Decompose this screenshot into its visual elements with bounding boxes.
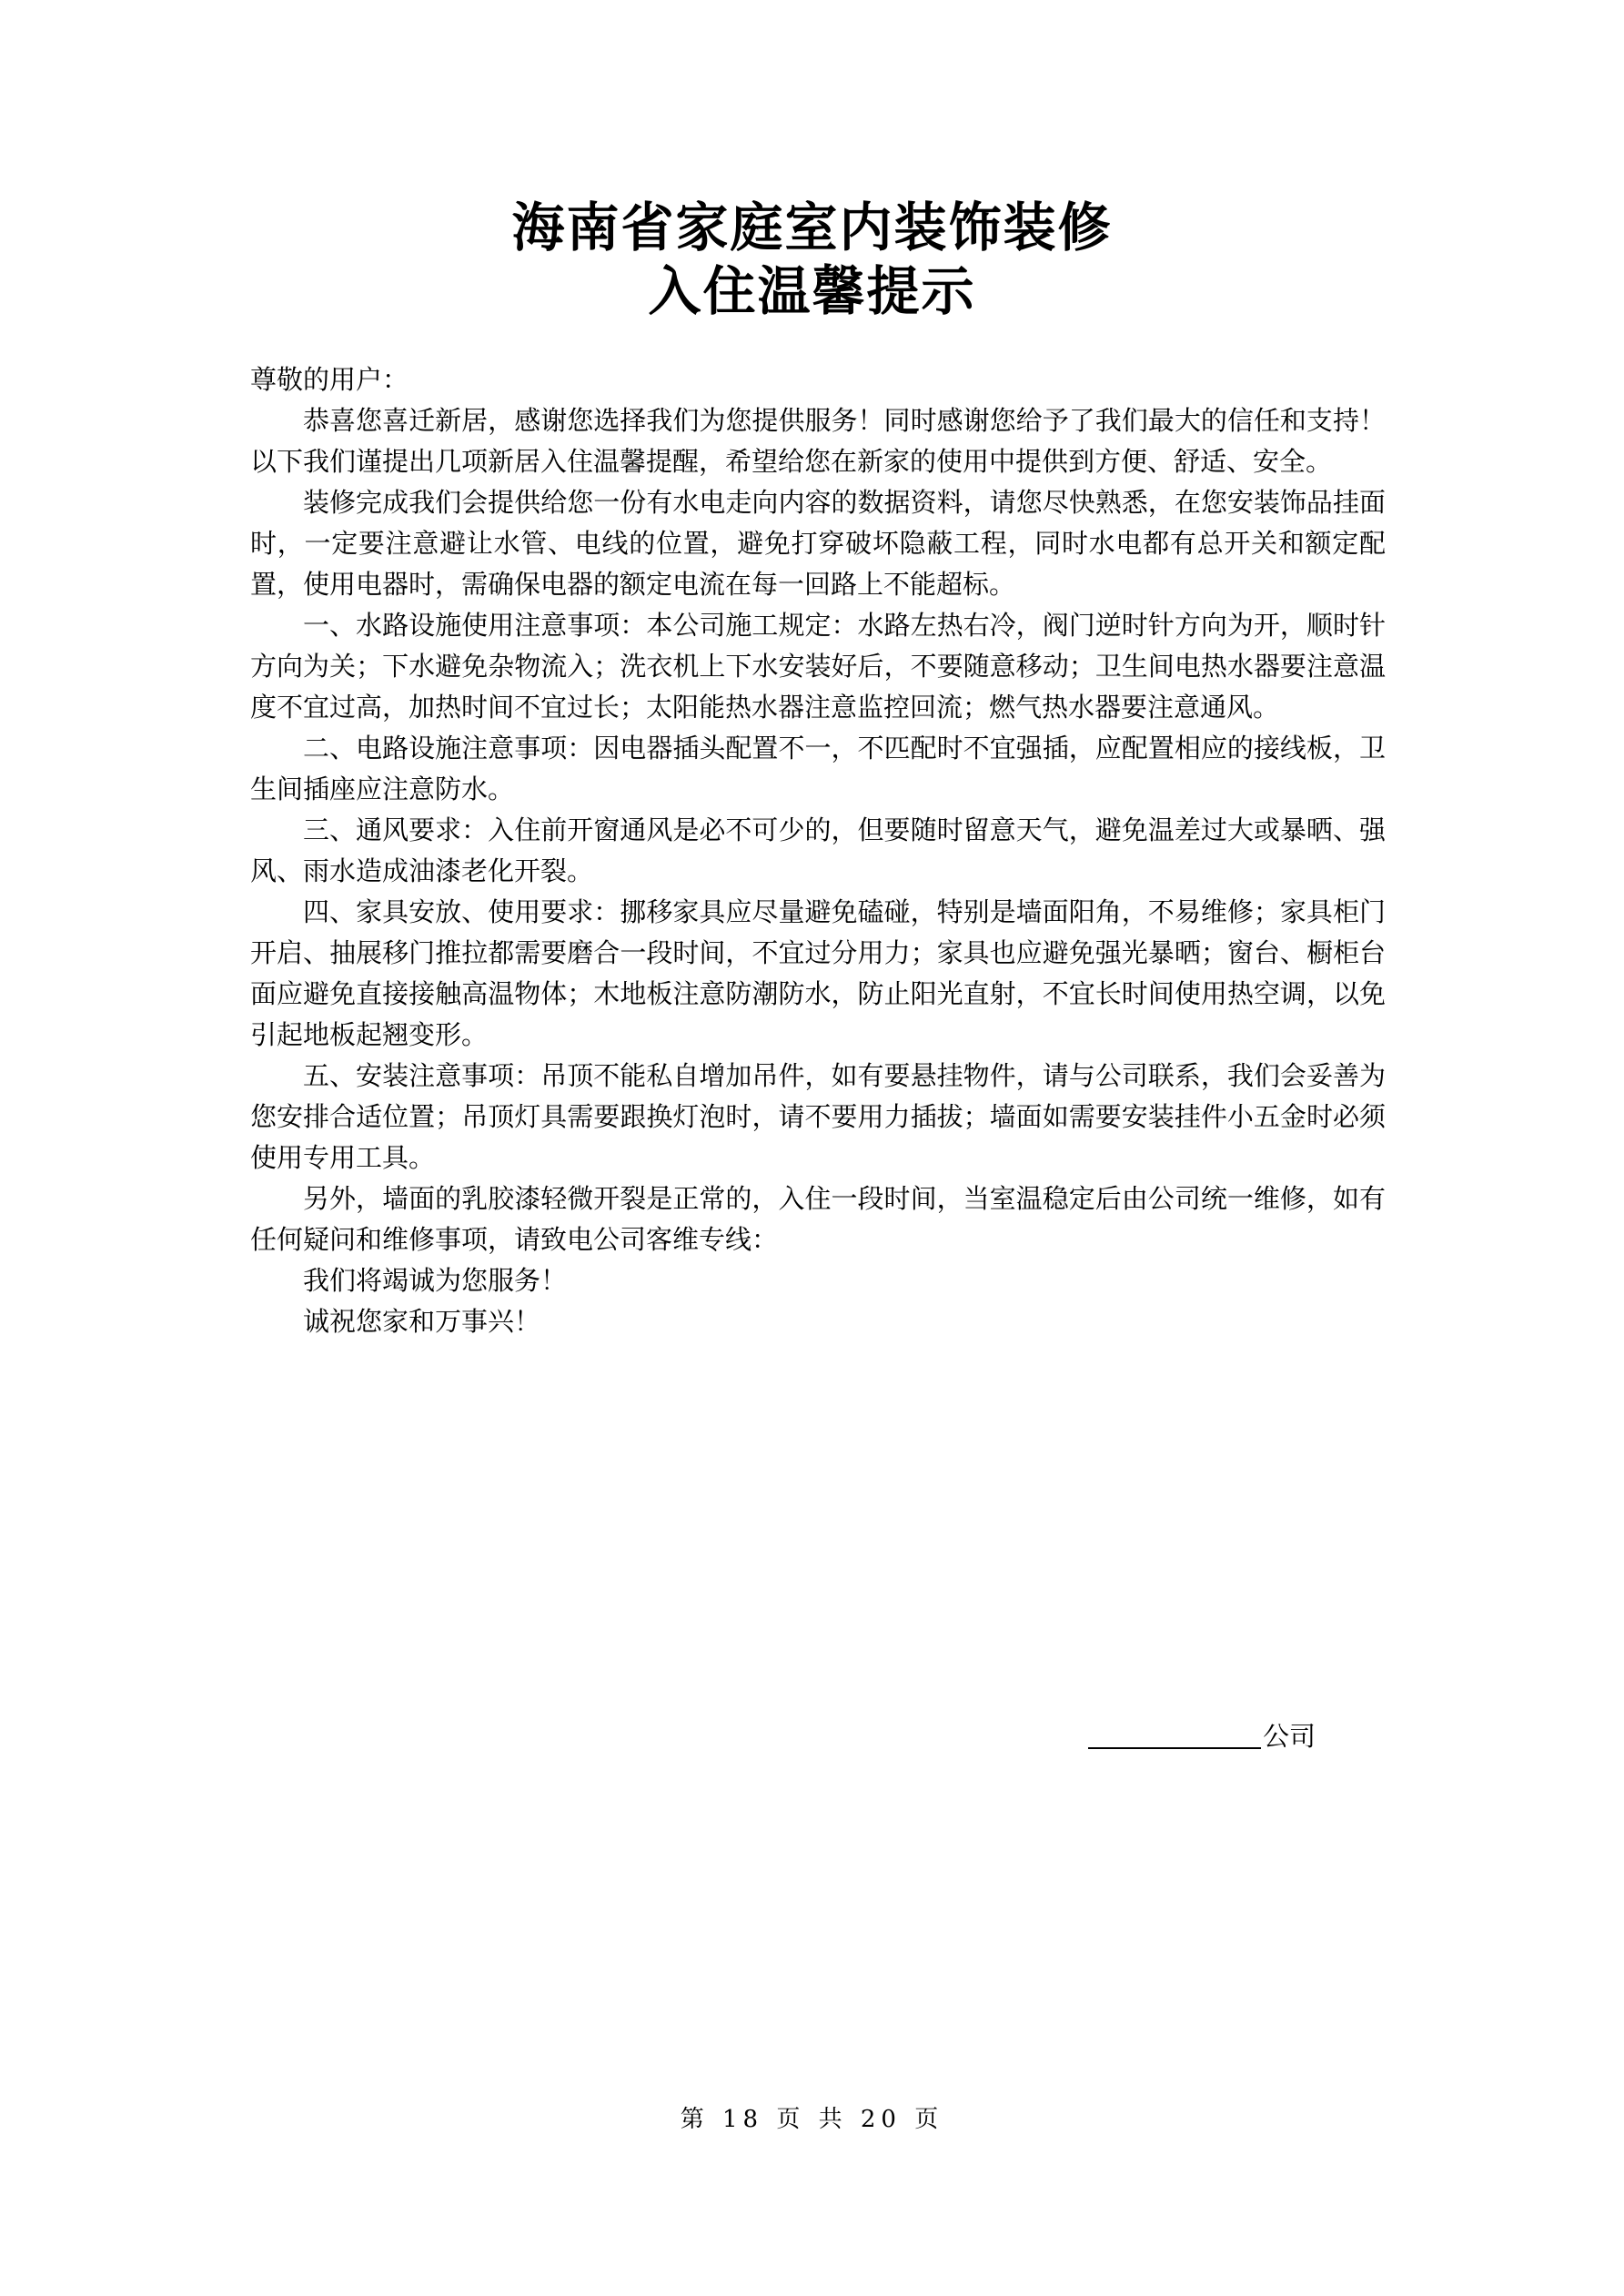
paragraph-installation: 五、安装注意事项：吊顶不能私自增加吊件，如有要悬挂物件，请与公司联系，我们会妥善为您安排合适位置；吊顶灯具需要跟换灯泡时，请不要用力插拔；墙面如需要安装挂件小五金时必须使用专用工具。 [250, 1060, 1386, 1173]
paragraph-ventilation: 三、通风要求：入住前开窗通风是必不可少的，但要随时留意天气，避免温差过大或暴晒、强风、雨水造成油漆老化开裂。 [250, 814, 1386, 886]
paragraph-service: 我们将竭诚为您服务！ [303, 1265, 568, 1296]
paragraph-congratulations: 恭喜您喜迁新居，感谢您选择我们为您提供服务！同时感谢您给予了我们最大的信任和支持！以下我们谨提出几项新居入住温馨提醒，希望给您在新家的使用中提供到方便、舒适、安全。 [250, 405, 1386, 477]
paragraph-wishes: 诚祝您家和万事兴！ [303, 1306, 541, 1337]
document-title-line-2: 入住温馨提示 [648, 260, 976, 322]
paragraph-maintenance: 另外，墙面的乳胶漆轻微开裂是正常的，入住一段时间，当室温稳定后由公司统一维修，如有任何疑问和维修事项，请致电公司客维专线： [250, 1183, 1386, 1255]
page-number-footer: 第 18 页 共 20 页 [680, 2106, 944, 2133]
company-signature [1088, 1718, 1316, 1755]
document-body [250, 359, 1386, 1342]
paragraph-water-electric-data: 装修完成我们会提供给您一份有水电走向内容的数据资料，请您尽快熟悉，在您安装饰品挂面时，一定要注意避让水管、电线的位置，避免打穿破坏隐蔽工程，同时水电都有总开关和额定配置，使用电器时，需确保电器的额定电流在每一回路上不能超标。 [250, 487, 1386, 600]
signature-company-label: 公司 [1263, 1721, 1316, 1752]
paragraph-water-notes: 一、水路设施使用注意事项：本公司施工规定：水路左热右冷，阀门逆时针方向为开，顺时针方向为关；下水避免杂物流入；洗衣机上下水安装好后，不要随意移动；卫生间电热水器要注意温度不宜过高，加热时间不宜过长；太阳能热水器注意监控回流；燃气热水器要注意通风。 [250, 610, 1386, 723]
salutation: 尊敬的用户： [250, 364, 409, 395]
paragraph-furniture: 四、家具安放、使用要求：挪移家具应尽量避免磕碰，特别是墙面阳角，不易维修；家具柜门开启、抽展移门推拉都需要磨合一段时间，不宜过分用力；家具也应避免强光暴晒；窗台、橱柜台面应避免直接接触高温物体；木地板注意防潮防水，防止阳光直射，不宜长时间使用热空调，以免引起地板起翘变形。 [250, 896, 1386, 1050]
signature-blank-line [1088, 1747, 1261, 1749]
paragraph-electric-notes: 二、电路设施注意事项：因电器插头配置不一，不匹配时不宜强插，应配置相应的接线板，卫生间插座应注意防水。 [250, 733, 1386, 804]
document-title-line-1: 海南省家庭室内装饰装修 [511, 197, 1113, 258]
